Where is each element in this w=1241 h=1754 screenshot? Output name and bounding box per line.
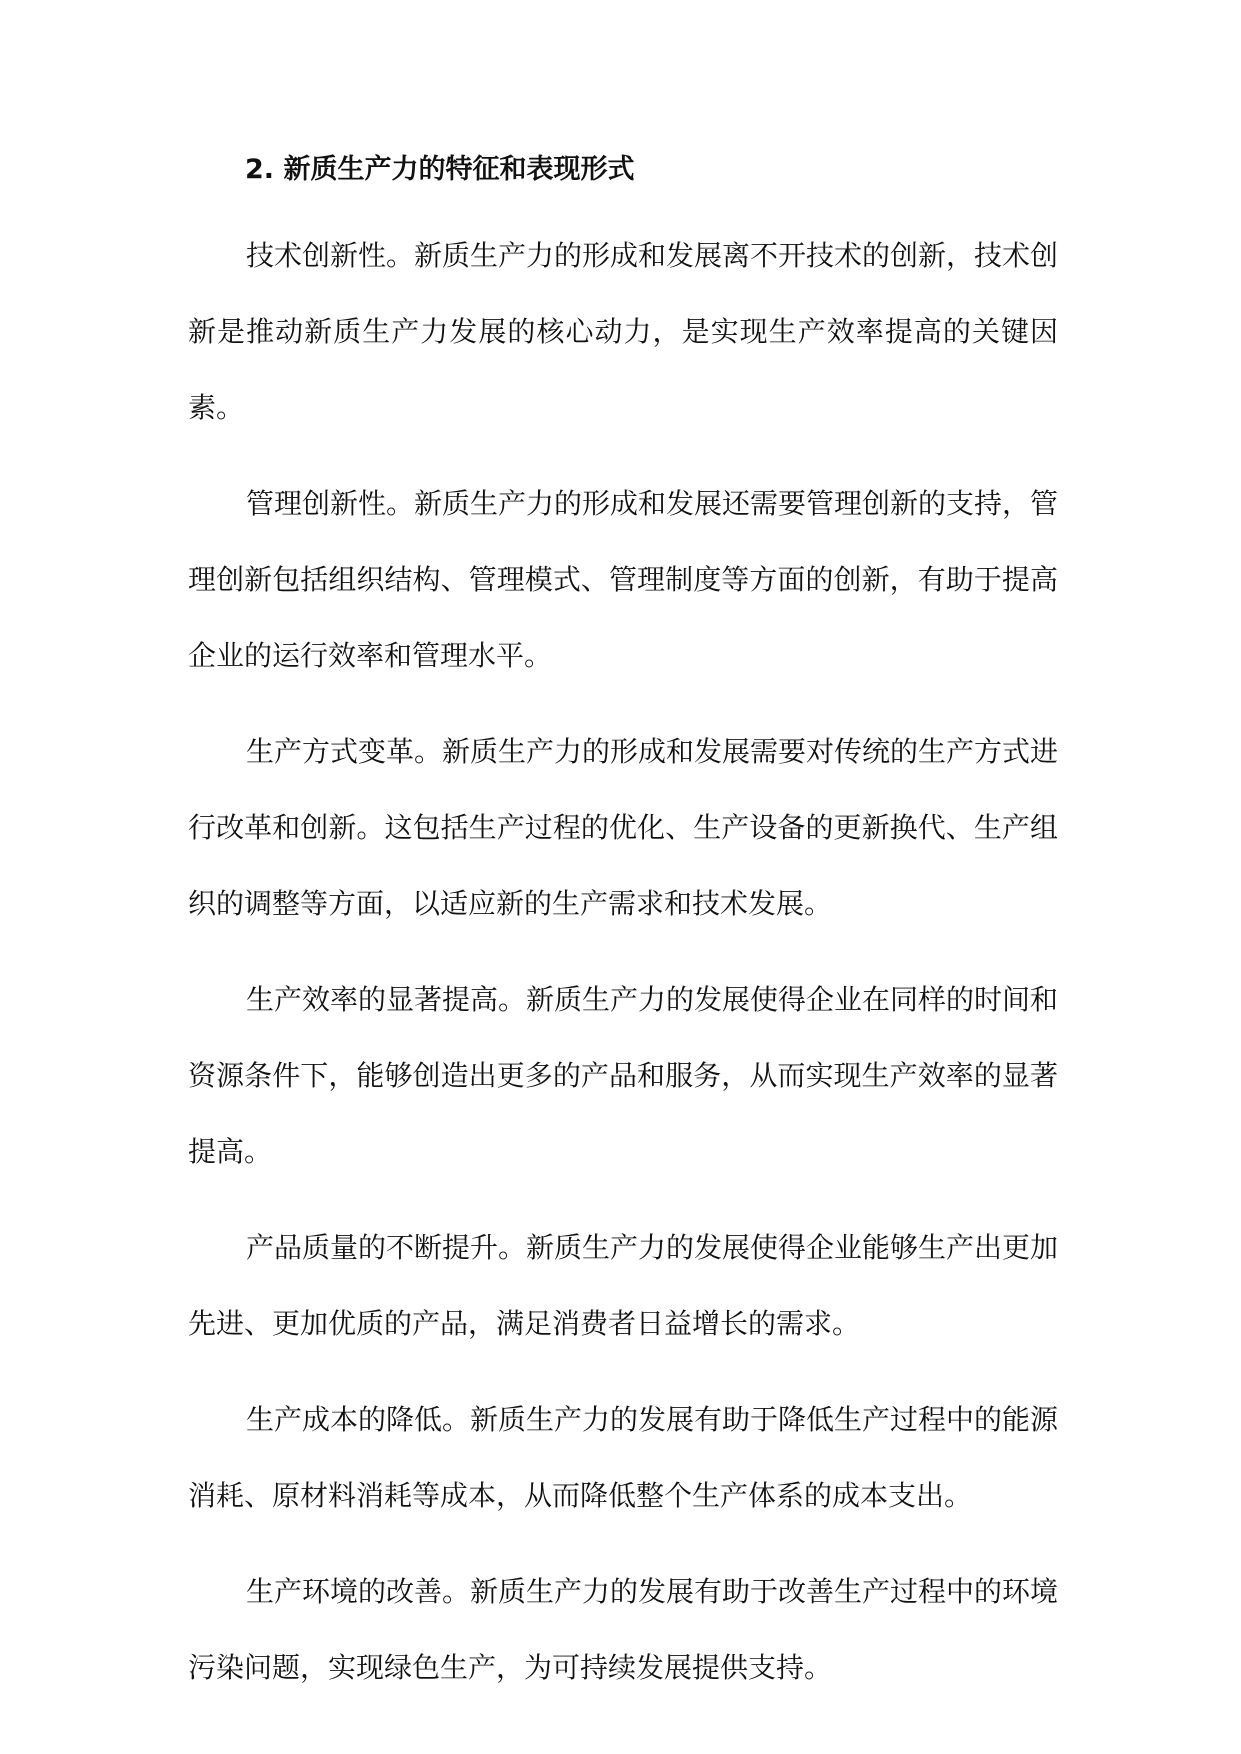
- section-heading: 2. 新质生产力的特征和表现形式: [245, 154, 635, 185]
- paragraph-production-mode-reform: 生产方式变革。新质生产力的形成和发展需要对传统的生产方式进行改革和创新。这包括生产过程的优化、生产设备的更新换代、生产组织的调整等方面，以适应新的生产需求和技术发展。: [188, 735, 1059, 920]
- paragraph-cost-reduction: 生产成本的降低。新质生产力的发展有助于降低生产过程中的能源消耗、原材料消耗等成本，从而降低整个生产体系的成本支出。: [188, 1403, 1059, 1512]
- paragraph-management-innovation: 管理创新性。新质生产力的形成和发展还需要管理创新的支持，管理创新包括组织结构、管理模式、管理制度等方面的创新，有助于提高企业的运行效率和管理水平。: [188, 487, 1059, 672]
- paragraph-environment-improvement: 生产环境的改善。新质生产力的发展有助于改善生产过程中的环境污染问题，实现绿色生产，为可持续发展提供支持。: [188, 1575, 1059, 1684]
- paragraph-technology-innovation: 技术创新性。新质生产力的形成和发展离不开技术的创新，技术创新是推动新质生产力发展的核心动力，是实现生产效率提高的关键因素。: [188, 239, 1059, 424]
- paragraph-efficiency-improvement: 生产效率的显著提高。新质生产力的发展使得企业在同样的时间和资源条件下，能够创造出更多的产品和服务，从而实现生产效率的显著提高。: [188, 983, 1059, 1168]
- document-body: [188, 218, 1058, 1726]
- paragraph-quality-improvement: 产品质量的不断提升。新质生产力的发展使得企业能够生产出更加先进、更加优质的产品，满足消费者日益增长的需求。: [188, 1231, 1059, 1340]
